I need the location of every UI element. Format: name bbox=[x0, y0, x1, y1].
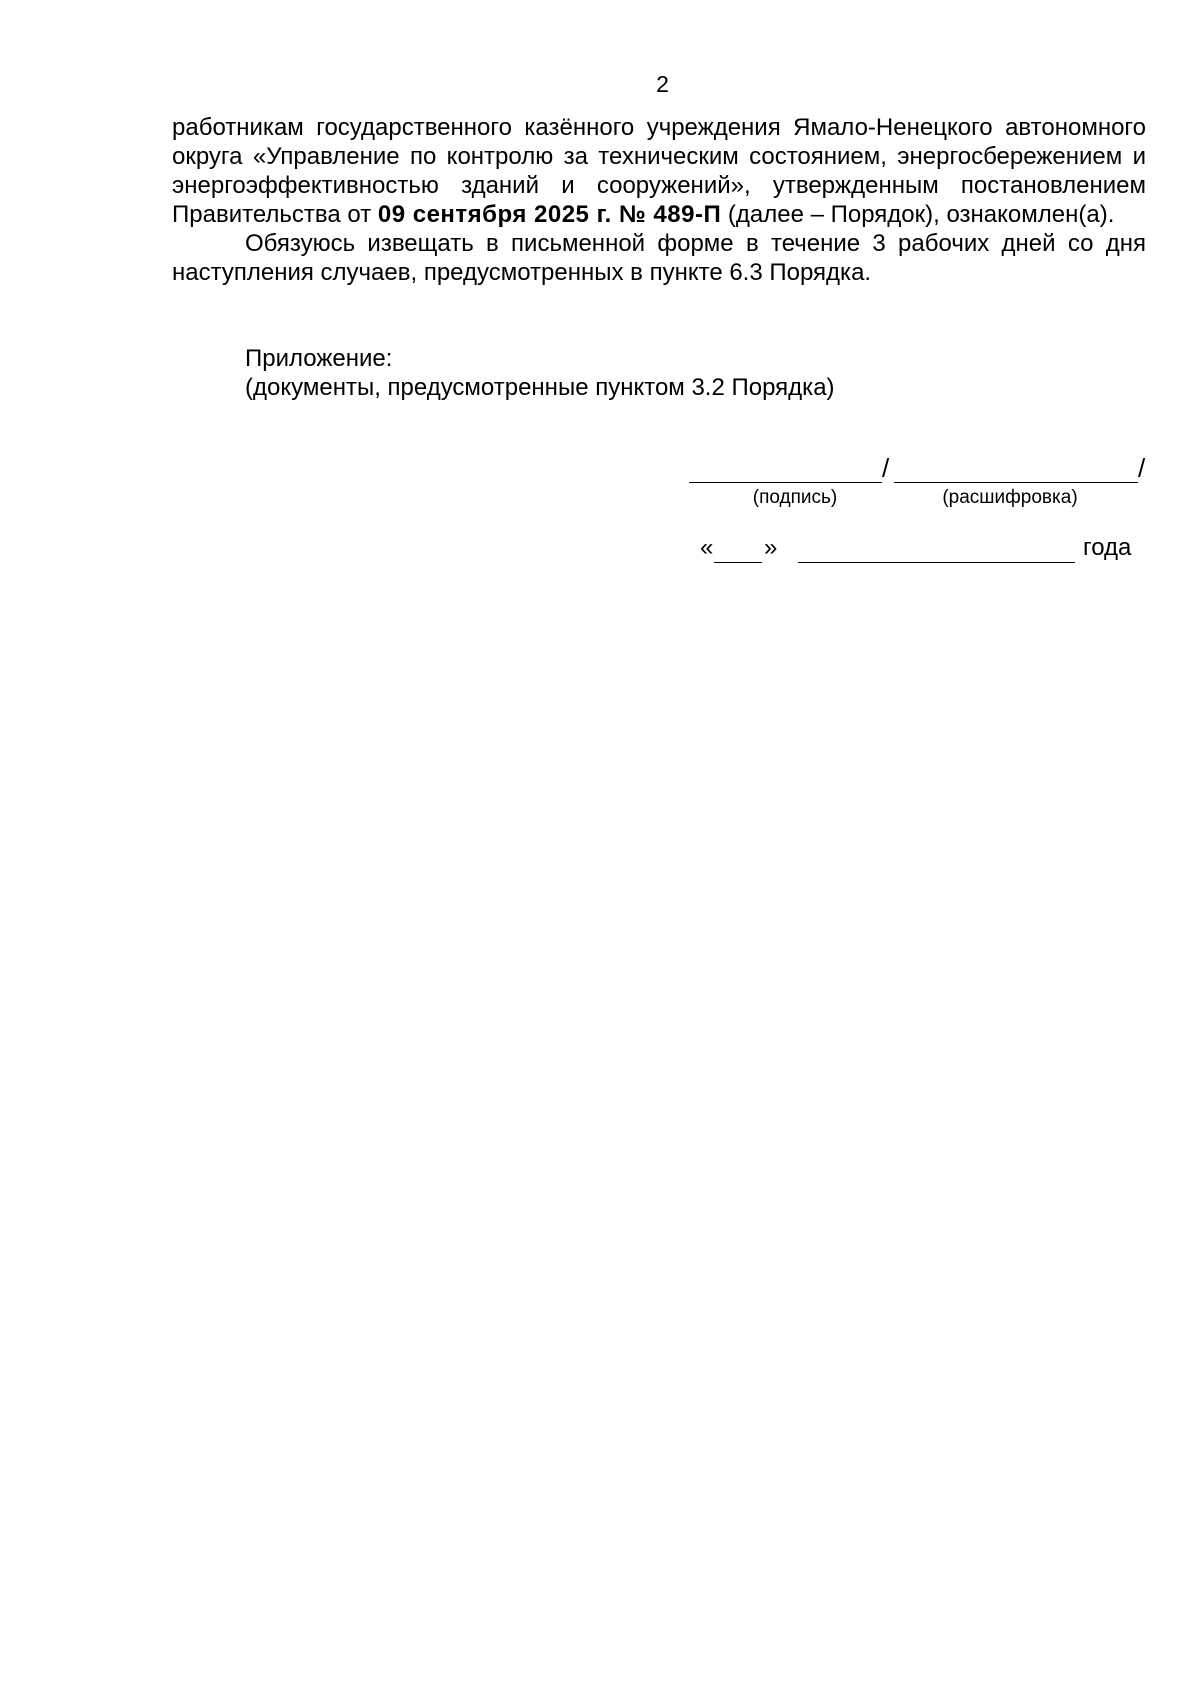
decoding-caption: (расшифровка) bbox=[942, 487, 1078, 508]
paragraph-order-text: работникам государственного казённого учреждения Ямало-Ненецкого автономного округа «Управление по контролю за техническим состоянием, энергосбережением и энергоэффективностью зданий и сооружений», утвержденным постановлением Правительства от bbox=[172, 114, 1146, 228]
appendix-description: (документы, предусмотренные пунктом 3.2 Порядка) bbox=[245, 374, 835, 401]
signature-caption: (подпись) bbox=[752, 487, 838, 508]
date-open-quote: « bbox=[700, 534, 714, 561]
paragraph-obligation: Обязуюсь извещать в письменной форме в течение 3 рабочих дней со дня наступления случаев, предусмотренных в пункте 6.3 Порядка. bbox=[172, 230, 1146, 286]
paragraph-order-ending: (далее – Порядок), ознакомлен(а). bbox=[721, 201, 1115, 228]
appendix-block bbox=[245, 344, 835, 402]
date-close-quote: » bbox=[764, 534, 778, 561]
signature-end-separator: / bbox=[1138, 453, 1146, 483]
day-line bbox=[714, 562, 762, 563]
page-number: 2 bbox=[656, 71, 669, 97]
month-year-line bbox=[798, 562, 1075, 563]
year-word: года bbox=[1083, 534, 1132, 561]
date-row bbox=[700, 533, 1150, 567]
decoding-line bbox=[894, 482, 1138, 483]
main-text bbox=[172, 113, 1146, 287]
appendix-label: Приложение: bbox=[245, 345, 393, 372]
signature-separator: / bbox=[882, 453, 890, 483]
signature-row bbox=[689, 453, 1149, 487]
signature-line bbox=[689, 482, 882, 483]
resolution-date-number: 09 сентября 2025 г. № 489-П bbox=[377, 201, 722, 228]
paragraph-order-acknowledgement bbox=[172, 113, 1146, 229]
